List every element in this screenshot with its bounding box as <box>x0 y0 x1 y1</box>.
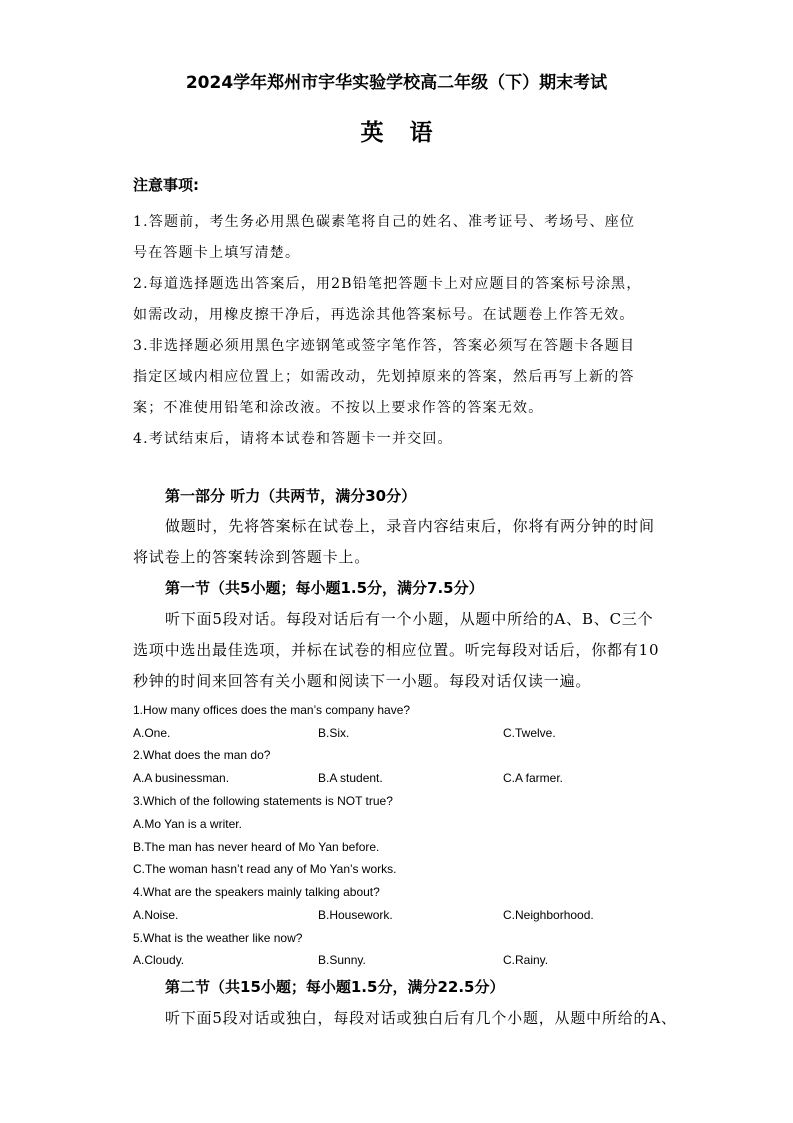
part1-heading: 第一部分 听力（共两节，满分30分） <box>165 487 417 505</box>
section2-heading: 第二节（共15小题；每小题1.5分，满分22.5分） <box>165 978 505 996</box>
question-option-c: C.The woman hasn’t read any of Mo Yan’s works. <box>133 862 397 876</box>
notice-line: 号在答题卡上填写清楚。 <box>133 245 301 261</box>
question-option-c: C.A farmer. <box>503 771 564 785</box>
section1-instruction-line: 秒钟的时间来回答有关小题和阅读下一小题。每段对话仅读一遍。 <box>133 672 592 690</box>
question-option-b: B.Six. <box>318 726 350 740</box>
notice-line: 案；不准使用铅笔和涂改液。不按以上要求作答的答案无效。 <box>133 400 544 416</box>
question-stem: 2.What does the man do? <box>133 748 271 762</box>
section1-instruction-line: 选项中选出最佳选项，并标在试卷的相应位置。听完每段对话后，你都有10 <box>133 641 660 659</box>
question-option-a: A.One. <box>133 726 171 740</box>
question-option-b: B.A student. <box>318 771 383 785</box>
notice-line: 4.考试结束后，请将本试卷和答题卡一并交回。 <box>133 431 453 447</box>
question-option-b: B.Sunny. <box>318 953 366 967</box>
question-stem: 4.What are the speakers mainly talking about? <box>133 885 380 899</box>
notice-line: 2.每道选择题选出答案后，用2B铅笔把答题卡上对应题目的答案标号涂黑， <box>133 276 642 292</box>
section2-instruction-line: 听下面5段对话或独白，每段对话或独白后有几个小题，从题中所给的A、 <box>165 1009 677 1027</box>
question-option-c: C.Neighborhood. <box>503 908 594 922</box>
section1-heading: 第一节（共5小题；每小题1.5分，满分7.5分） <box>165 579 484 597</box>
question-option-b: B.The man has never heard of Mo Yan before. <box>133 840 380 854</box>
part1-intro-line: 将试卷上的答案转涂到答题卡上。 <box>133 548 371 566</box>
question-option-c: C.Rainy. <box>503 953 549 967</box>
question-option-c: C.Twelve. <box>503 726 556 740</box>
notice-line: 如需改动，用橡皮擦干净后，再选涂其他答案标号。在试题卷上作答无效。 <box>133 307 635 323</box>
notice-line: 1.答题前，考生务必用黑色碳素笔将自己的姓名、准考证号、考场号、座位 <box>133 214 636 230</box>
part1-intro-line: 做题时，先将答案标在试卷上，录音内容结束后，你将有两分钟的时间 <box>165 517 655 535</box>
question-option-a: A.Noise. <box>133 908 179 922</box>
notice-line: 指定区域内相应位置上；如需改动，先划掉原来的答案，然后再写上新的答 <box>133 369 635 385</box>
question-option-b: B.Housework. <box>318 908 393 922</box>
question-option-a: A.Mo Yan is a writer. <box>133 817 242 831</box>
notice-heading: 注意事项: <box>133 176 199 194</box>
subject-title: 英语 <box>360 120 459 146</box>
exam-title: 2024学年郑州市宇华实验学校高二年级（下）期末考试 <box>185 73 608 93</box>
question-option-a: A.A businessman. <box>133 771 230 785</box>
question-stem: 3.Which of the following statements is NOT true? <box>133 794 393 808</box>
section1-instruction-line: 听下面5段对话。每段对话后有一个小题，从题中所给的A、B、C三个 <box>165 610 654 628</box>
notice-line: 3.非选择题必须用黑色字迹钢笔或签字笔作答，答案必须写在答题卡各题目 <box>133 338 636 354</box>
question-stem: 1.How many offices does the man’s company have? <box>133 703 411 717</box>
question-option-a: A.Cloudy. <box>133 953 185 967</box>
question-stem: 5.What is the weather like now? <box>133 931 303 945</box>
